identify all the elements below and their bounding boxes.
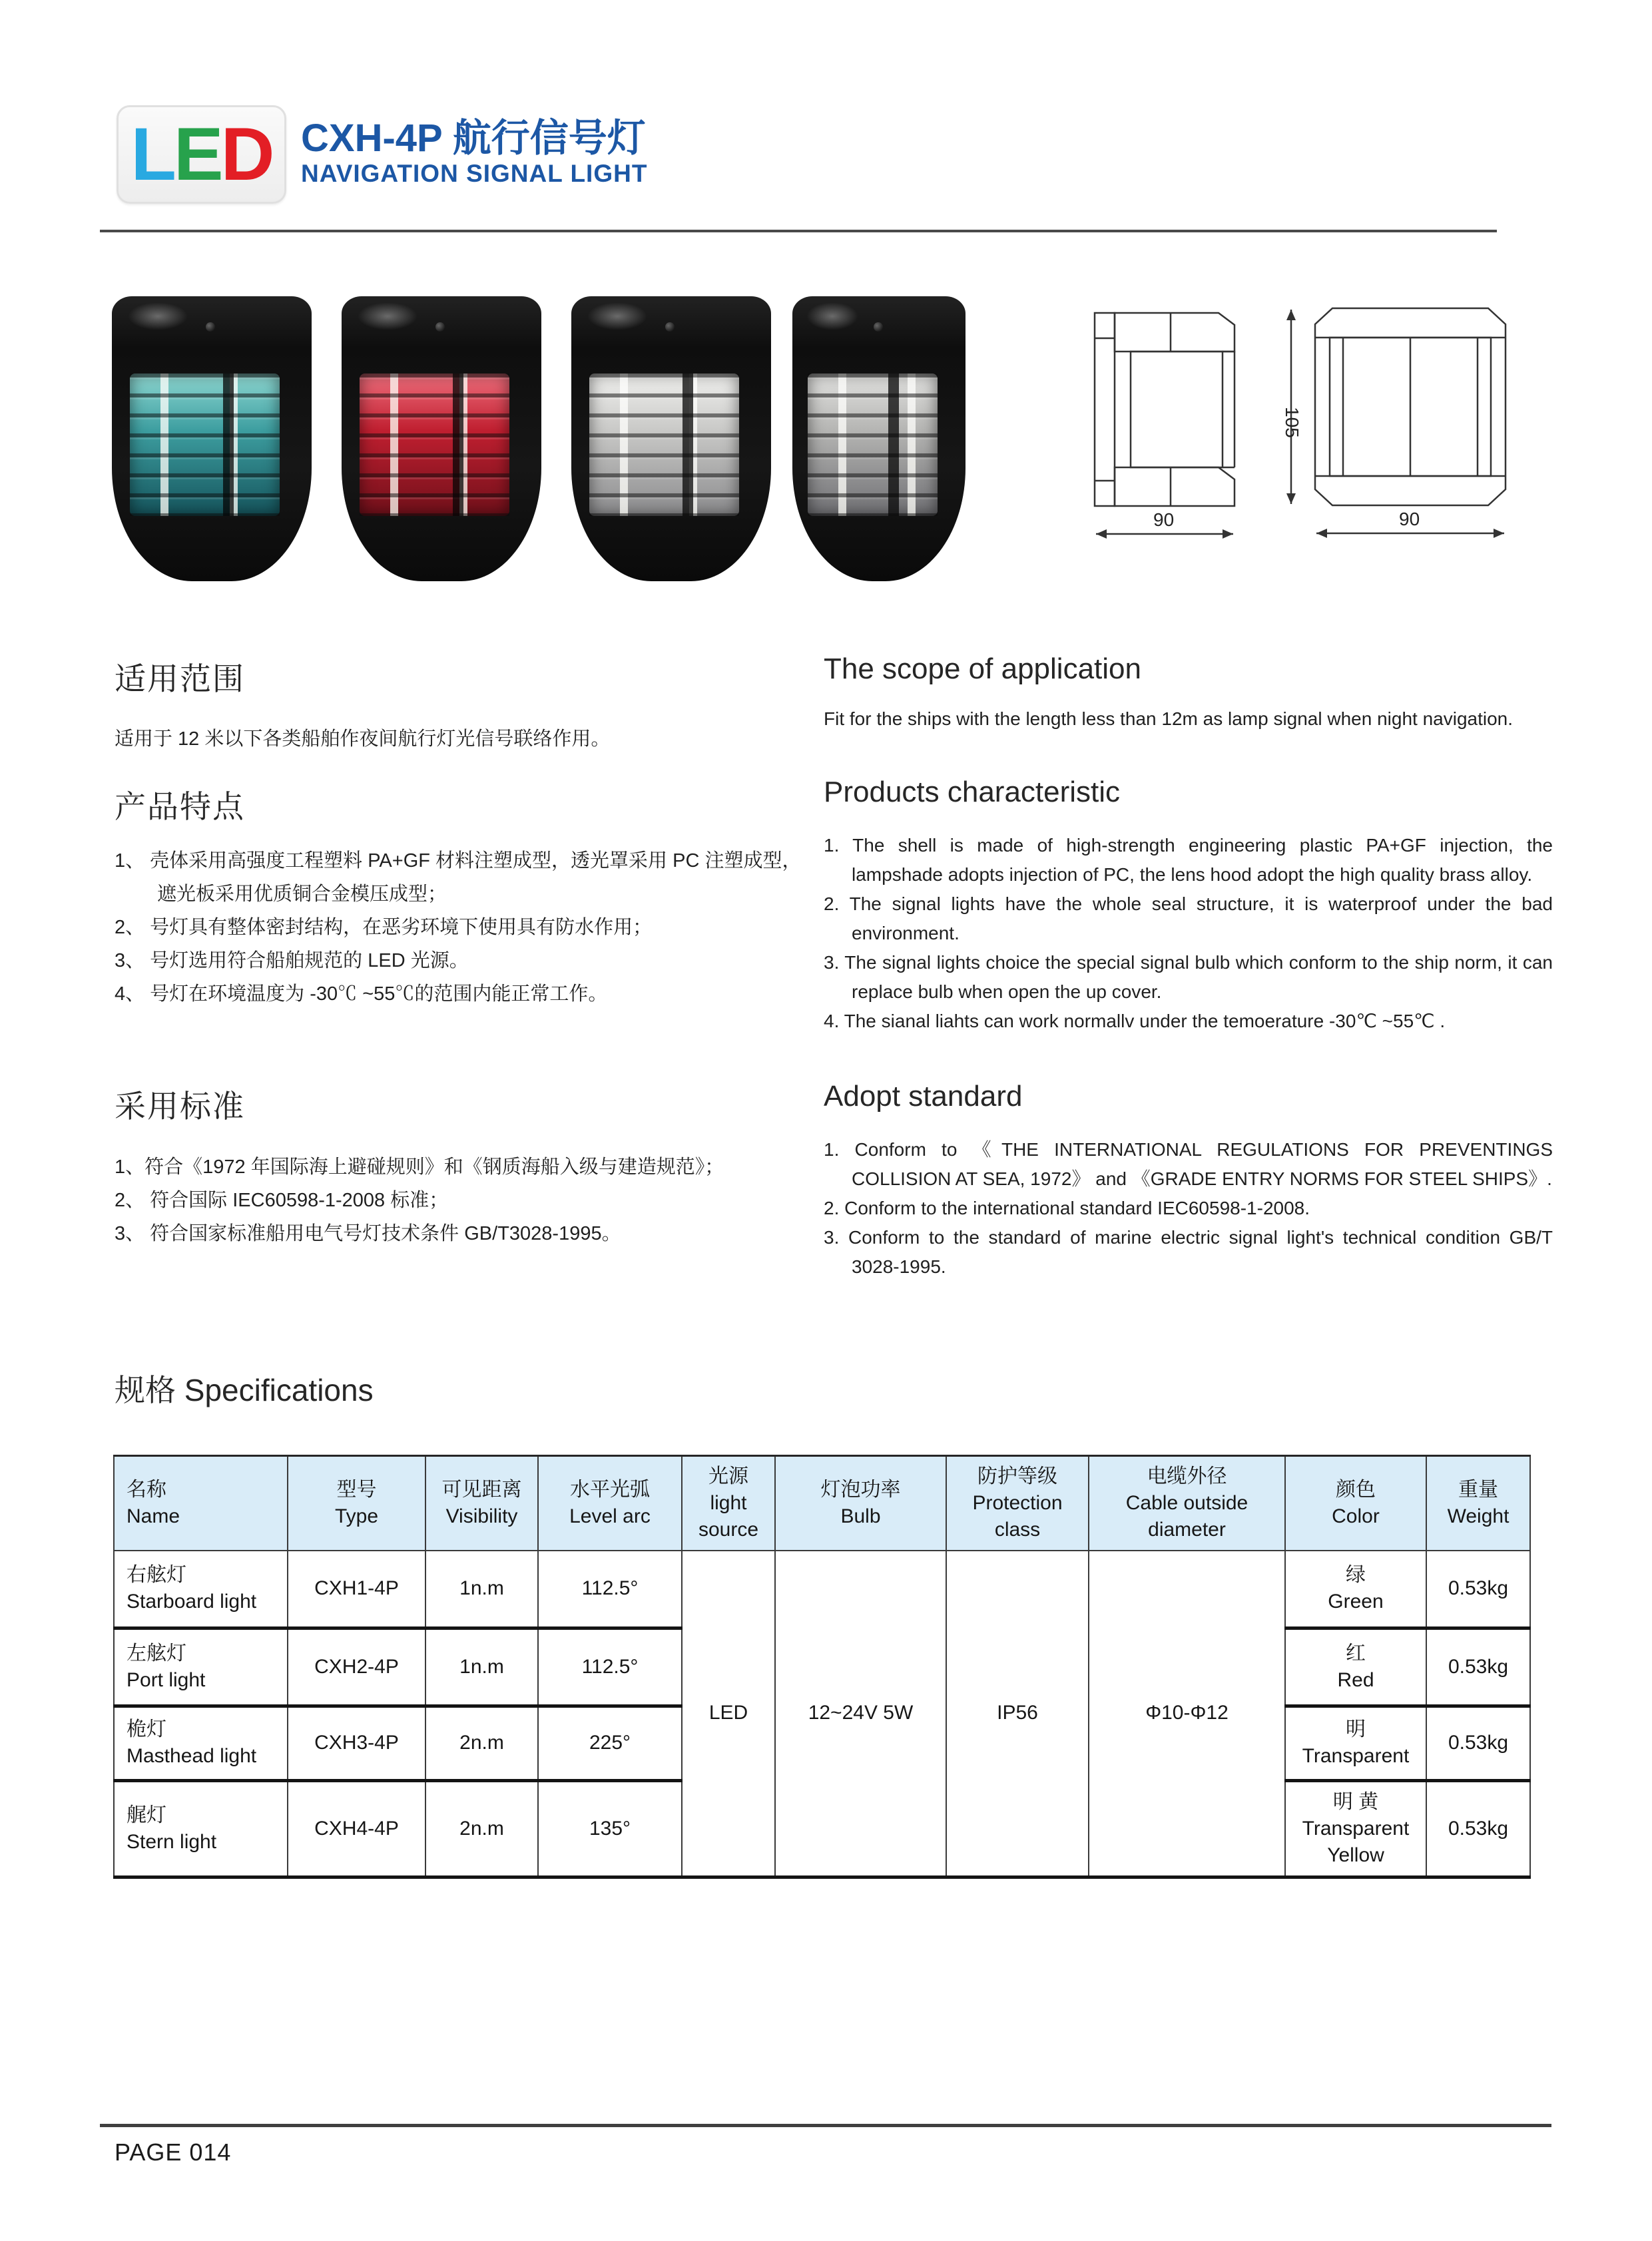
header-divider (100, 230, 1497, 232)
cell-visibility: 1n.m (425, 1628, 538, 1706)
cell-protection: IP56 (946, 1551, 1089, 1877)
cell-type: CXH1-4P (288, 1551, 425, 1628)
dim-side-width: 90 (1153, 509, 1175, 530)
col-visibility: 可见距离 Visibility (425, 1456, 538, 1551)
standards-en-item: 1. Conform to 《THE INTERNATIONAL REGULATIONS FOR PREVENTINGS COLLISION AT SEA, 1972》 and 《GRADE ENTRY NORMS FOR STEEL SHIPS》. (824, 1139, 1553, 1189)
features-zh-item: 4、 号灯在环境温度为 -30℃ ~55℃的范围内能正常工作。 (115, 983, 608, 1005)
page-title: CXH-4P 航行信号灯 (301, 117, 646, 160)
features-list-en (824, 831, 1553, 1036)
standards-heading-zh: 采用标准 (115, 1089, 245, 1124)
logo-letter-l: L (131, 113, 174, 196)
cell-color: 明 Transparent (1285, 1706, 1426, 1780)
cell-light-source: LED (682, 1551, 775, 1877)
screw (874, 322, 883, 332)
product-photo-starboard (112, 296, 312, 581)
logo-letter-d: D (220, 113, 272, 196)
smoke-lens (808, 374, 938, 516)
led-logo (117, 105, 286, 204)
cell-weight: 0.53kg (1426, 1551, 1530, 1628)
cell-weight: 0.53kg (1426, 1780, 1530, 1877)
cell-name: 桅灯 Masthead light (114, 1706, 288, 1780)
standards-zh-item: 2、 符合国际 IEC60598-1-2008 标准； (115, 1190, 449, 1211)
cell-cable: Φ10-Φ12 (1089, 1551, 1285, 1877)
table-header-row (114, 1456, 1530, 1551)
table-row (114, 1551, 1530, 1628)
features-en-item: 3. The signal lights choice the special signal bulb which conform to the ship norm, it can replace bulb when open the up cover. (824, 952, 1553, 1002)
standards-list-en (824, 1135, 1553, 1282)
col-protection: 防护等级 Protection class (946, 1456, 1089, 1551)
standards-zh-item: 3、 符合国家标准船用电气号灯技术条件 GB/T3028-1995。 (115, 1223, 621, 1244)
dimension-drawing-front (1268, 296, 1521, 559)
cell-type: CXH2-4P (288, 1628, 425, 1706)
features-zh-item: 3、 号灯选用符合船舶规范的 LED 光源。 (115, 950, 469, 971)
cell-name: 艉灯 Stern light (114, 1780, 288, 1877)
features-zh-item: 2、 号灯具有整体密封结构，在恶劣环境下使用具有防水作用； (115, 917, 653, 938)
screw (435, 322, 445, 332)
highlight (128, 302, 188, 331)
col-cable: 电缆外径 Cable outside diameter (1089, 1456, 1285, 1551)
dim-front-height: 105 (1282, 407, 1302, 438)
cell-arc: 135° (538, 1780, 682, 1877)
cell-visibility: 2n.m (425, 1780, 538, 1877)
product-photo-masthead (571, 296, 771, 581)
dim-front-width: 90 (1399, 509, 1420, 529)
features-en-item: 1. The shell is made of high-strength engineering plastic PA+GF injection, the lampshade adopts injection of PC, the lens hood adopt the high quality brass alloy. (824, 835, 1553, 885)
cell-name: 左舷灯 Port light (114, 1628, 288, 1706)
features-en-item: 2. The signal lights have the whole seal structure, it is waterproof under the bad environment. (824, 893, 1553, 943)
light-shell (342, 296, 541, 581)
cell-visibility: 1n.m (425, 1551, 538, 1628)
standards-en-item: 3. Conform to the standard of marine electric signal light's technical condition GB/T 3028-1995. (824, 1227, 1553, 1277)
col-bulb: 灯泡功率 Bulb (775, 1456, 946, 1551)
standards-zh-item: 1、符合《1972 年国际海上避碰规则》和《钢质海船入级与建造规范》； (115, 1156, 724, 1178)
features-en-item: 4. The sianal liahts can work normallv under the temoerature -30℃ ~55℃ . (824, 1011, 1446, 1031)
light-shell (571, 296, 771, 581)
page-subtitle: NAVIGATION SIGNAL LIGHT (301, 160, 648, 187)
cell-type: CXH4-4P (288, 1780, 425, 1877)
cell-arc: 112.5° (538, 1551, 682, 1628)
col-name: 名称 Name (114, 1456, 288, 1551)
scope-body-en: Fit for the ships with the length less than 12m as lamp signal when night navigation. (824, 708, 1514, 729)
features-heading-zh: 产品特点 (115, 789, 245, 824)
cell-weight: 0.53kg (1426, 1628, 1530, 1706)
scope-body-zh: 适用于 12 米以下各类船舶作夜间航行灯光信号联络作用。 (115, 728, 611, 750)
highlight (358, 302, 417, 331)
features-heading-en: Products characteristic (824, 776, 1121, 808)
cell-weight: 0.53kg (1426, 1706, 1530, 1780)
cell-bulb: 12~24V 5W (775, 1551, 946, 1877)
cell-color: 绿 Green (1285, 1551, 1426, 1628)
dimension-drawing-side (1085, 300, 1285, 559)
cell-visibility: 2n.m (425, 1706, 538, 1780)
green-lens (130, 374, 280, 516)
clear-lens (589, 374, 739, 516)
cell-color: 明 黄 Transparent Yellow (1285, 1780, 1426, 1877)
red-lens (360, 374, 509, 516)
screw (206, 322, 215, 332)
footer-divider (100, 2124, 1551, 2127)
product-photo-port (342, 296, 541, 581)
col-light-source: 光源 light source (682, 1456, 775, 1551)
scope-heading-en: The scope of application (824, 652, 1141, 685)
page-number: PAGE 014 (115, 2138, 232, 2166)
highlight (806, 302, 858, 331)
logo-letter-e: E (173, 113, 221, 196)
col-color: 颜色 Color (1285, 1456, 1426, 1551)
cell-type: CXH3-4P (288, 1706, 425, 1780)
cell-name: 右舷灯 Starboard light (114, 1551, 288, 1628)
standards-en-item: 2. Conform to the international standard IEC60598-1-2008. (824, 1198, 1310, 1218)
col-type: 型号 Type (288, 1456, 425, 1551)
features-list-zh (115, 844, 804, 1011)
scope-heading-zh: 适用范围 (115, 661, 245, 696)
light-shell (792, 296, 965, 581)
cell-arc: 225° (538, 1706, 682, 1780)
col-level-arc: 水平光弧 Level arc (538, 1456, 682, 1551)
specifications-table (113, 1455, 1531, 1879)
light-shell (112, 296, 312, 581)
features-zh-item: 1、 壳体采用高强度工程塑料 PA+GF 材料注塑成型，透光罩采用 PC 注塑成型，遮光板采用优质铜合金模压成型； (115, 850, 802, 905)
standards-heading-en: Adopt standard (824, 1080, 1023, 1113)
standards-list-zh (115, 1150, 804, 1250)
specifications-heading: 规格 Specifications (115, 1373, 374, 1407)
cell-arc: 112.5° (538, 1628, 682, 1706)
product-photo-stern (792, 296, 965, 581)
screw (665, 322, 675, 332)
col-weight: 重量 Weight (1426, 1456, 1530, 1551)
highlight (587, 302, 647, 331)
cell-color: 红 Red (1285, 1628, 1426, 1706)
